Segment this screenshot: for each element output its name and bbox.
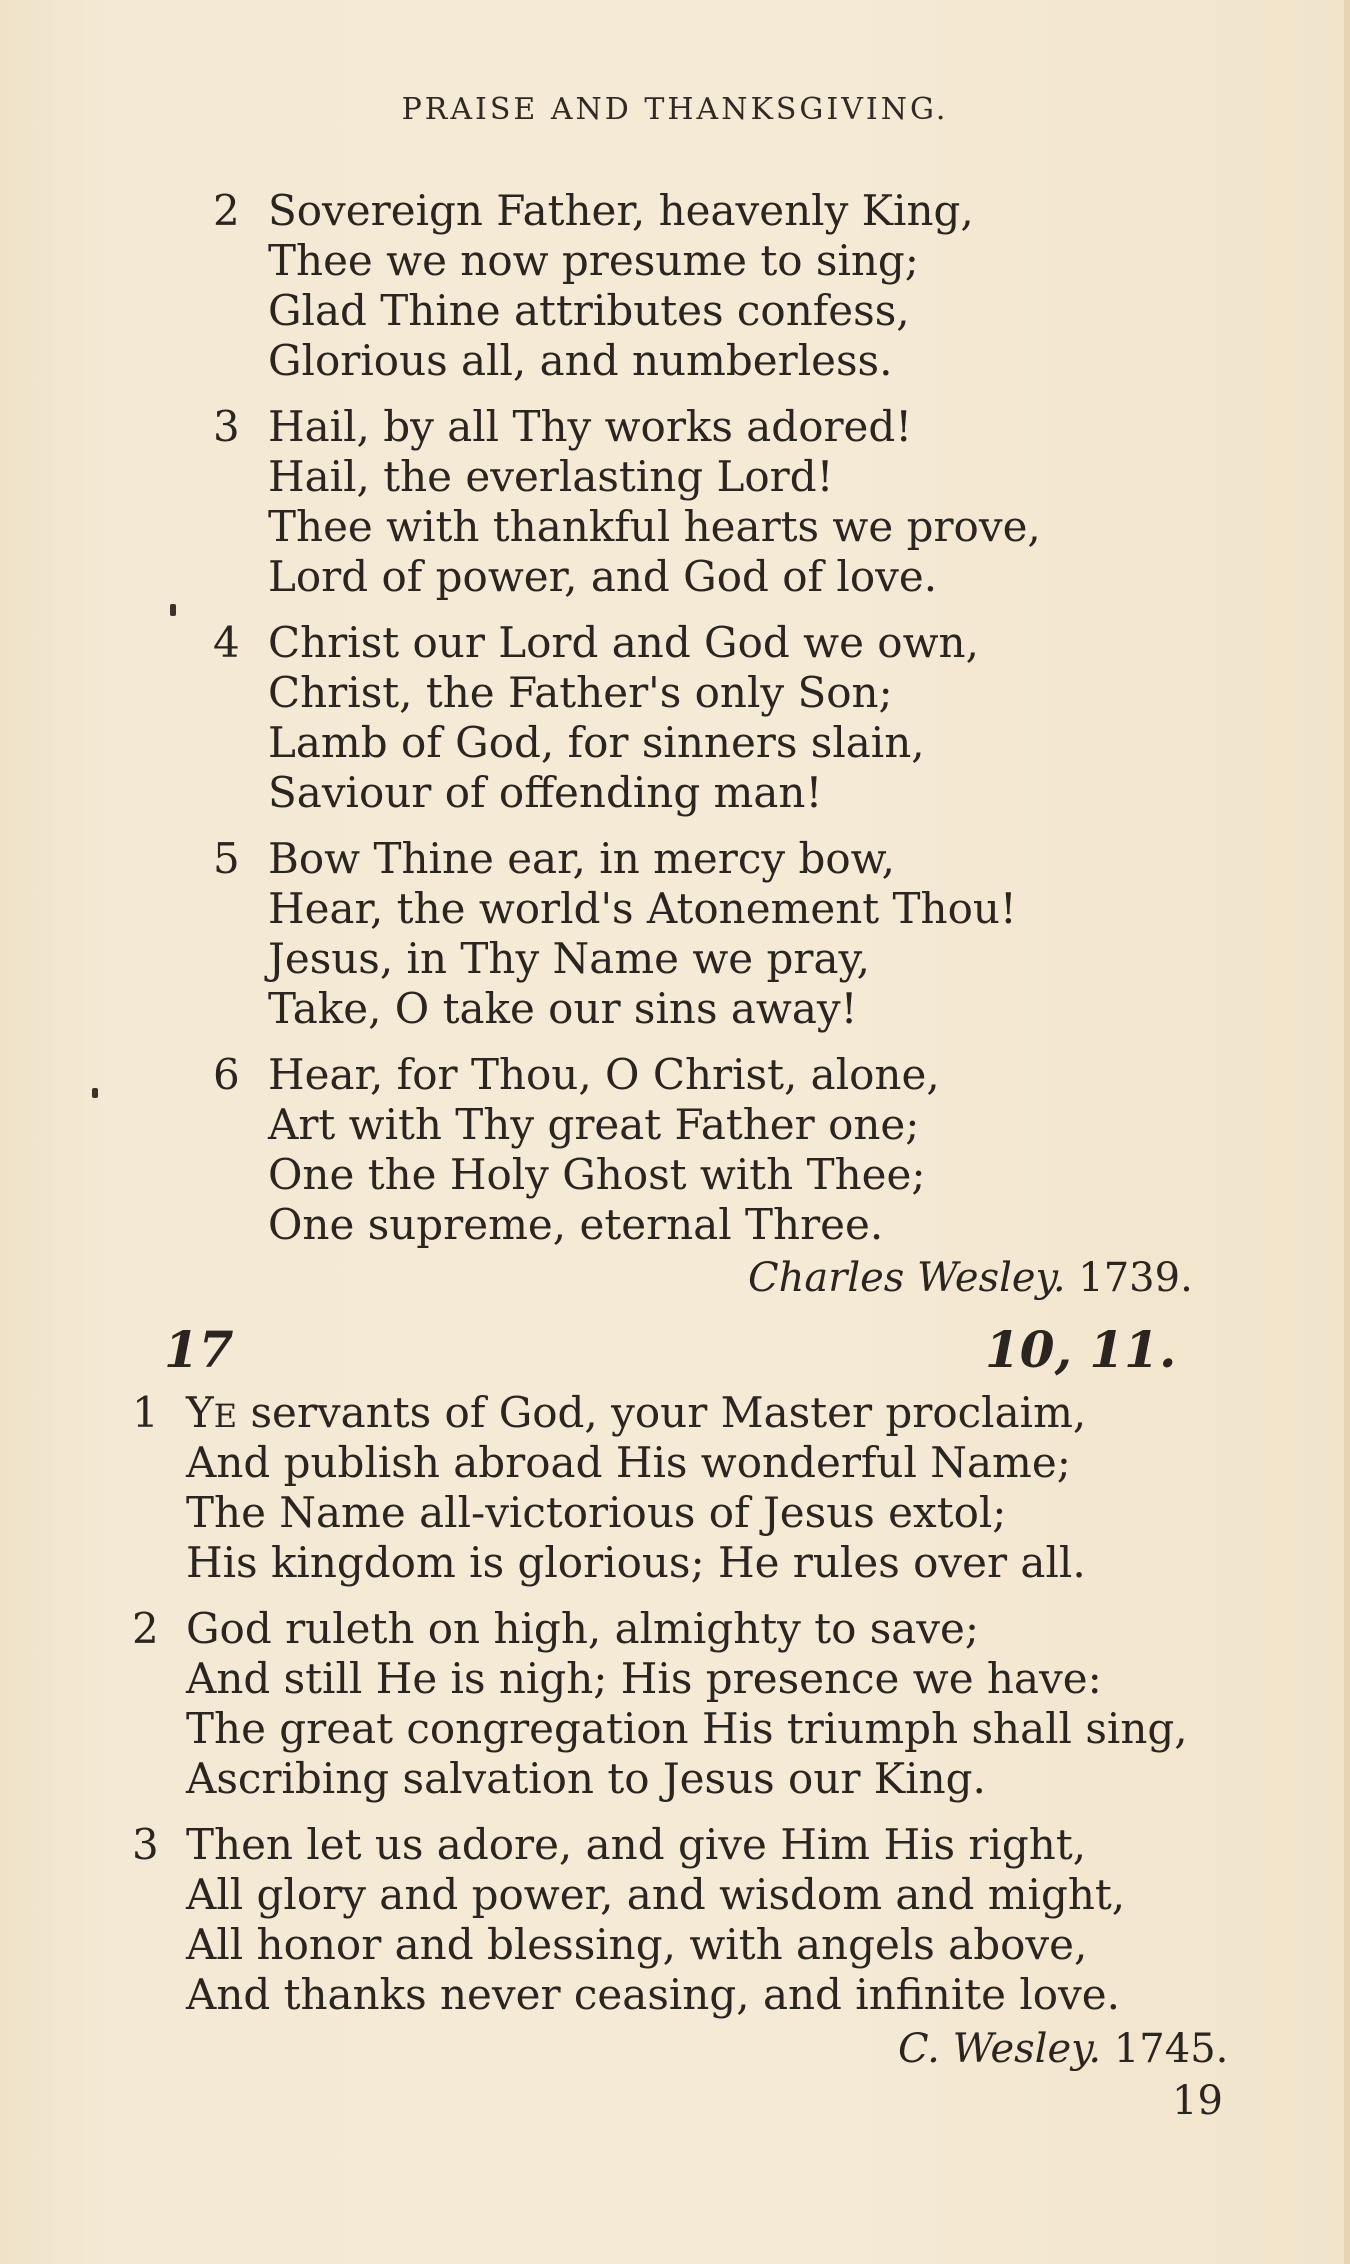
attribution (748, 1253, 1193, 1303)
verse-line: All glory and power, and wisdom and might, (186, 1870, 1126, 1919)
hymn-number: 17 (164, 1320, 234, 1379)
verse-line: Hear, for Thou, O Christ, alone, (268, 1050, 940, 1099)
verse-line: Thee with thankful hearts we prove, (268, 502, 1041, 551)
verse-line: Christ our Lord and God we own, (268, 618, 979, 667)
verse-number: 6 (213, 1050, 240, 1099)
verse-line: Ascribing salvation to Jesus our King. (186, 1754, 986, 1803)
verse-line: Glad Thine attributes confess, (268, 286, 910, 335)
verse-number: 2 (132, 1604, 159, 1653)
verse-line: Art with Thy great Father one; (268, 1100, 920, 1149)
page-number: 19 (1172, 2078, 1223, 2124)
verse-number: 1 (132, 1388, 159, 1437)
author-name: Charles Wesley. (748, 1255, 1066, 1301)
verse-line: His kingdom is glorious; He rules over all. (186, 1538, 1086, 1587)
verse-line: Lamb of God, for sinners slain, (268, 718, 925, 767)
verse-line-first (186, 1388, 1086, 1441)
margin-mark (170, 604, 176, 616)
verse-line: Hail, the everlasting Lord! (268, 452, 834, 501)
verse-line: Then let us adore, and give Him His right, (186, 1820, 1087, 1869)
verse-line: Jesus, in Thy Name we pray, (268, 934, 871, 983)
verse-line: The great congregation His triumph shall sing, (186, 1704, 1188, 1753)
verse-number: 5 (213, 834, 240, 883)
initial-letter: Y (186, 1388, 214, 1437)
first-line-rest: servants of God, your Master proclaim, (237, 1388, 1087, 1437)
verse-line: Saviour of offending man! (268, 768, 823, 817)
running-header: PRAISE AND THANKSGIVING. (401, 92, 949, 127)
verse-line: Hear, the world's Atonement Thou! (268, 884, 1017, 933)
verse-line: Glorious all, and numberless. (268, 336, 893, 385)
verse-number: 4 (213, 618, 240, 667)
year: 1745. (1113, 2026, 1229, 2072)
initial-rest: E (213, 1397, 238, 1435)
margin-mark (92, 1088, 98, 1098)
verse-line: And publish abroad His wonderful Name; (186, 1438, 1071, 1487)
verse-line: Sovereign Father, heavenly King, (268, 186, 974, 235)
verse-number: 3 (213, 402, 240, 451)
verse-line: Hail, by all Thy works adored! (268, 402, 913, 451)
verse-line: Thee we now presume to sing; (268, 236, 919, 285)
verse-line: God ruleth on high, almighty to save; (186, 1604, 980, 1653)
verse-line: The Name all-victorious of Jesus extol; (186, 1488, 1007, 1537)
verse-line: All honor and blessing, with angels above, (186, 1920, 1088, 1969)
verse-line: Christ, the Father's only Son; (268, 668, 893, 717)
verse-line: One supreme, eternal Three. (268, 1200, 884, 1249)
year: 1739. (1078, 1255, 1193, 1301)
verse-line: One the Holy Ghost with Thee; (268, 1150, 926, 1199)
attribution (898, 2024, 1228, 2074)
verse-number: 2 (213, 186, 240, 235)
hymn-meter: 10, 11. (985, 1320, 1177, 1379)
verse-line: And still He is nigh; His presence we have: (186, 1654, 1102, 1703)
verse-line: Take, O take our sins away! (268, 984, 858, 1033)
verse-line: Lord of power, and God of love. (268, 552, 938, 601)
verse-line: And thanks never ceasing, and infinite love. (186, 1970, 1120, 2019)
author-name: C. Wesley. (898, 2026, 1102, 2072)
verse-number: 3 (132, 1820, 159, 1869)
verse-line: Bow Thine ear, in mercy bow, (268, 834, 895, 883)
page-edge (1344, 0, 1350, 2264)
